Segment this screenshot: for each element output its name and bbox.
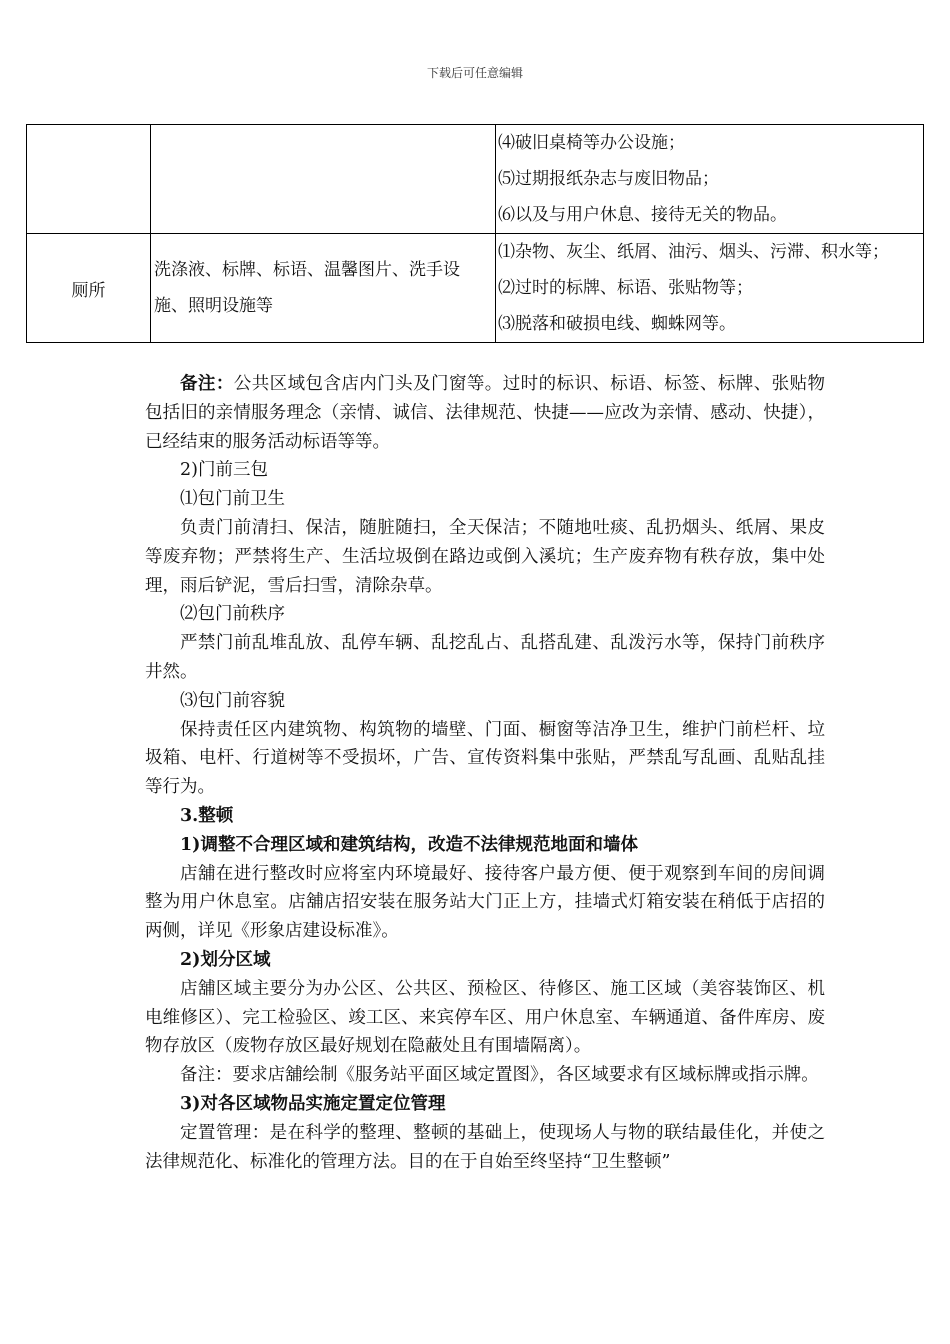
clean-item: ⑸过期报纸杂志与废旧物品； (498, 169, 719, 189)
subsection-heading: 2)划分区域 (180, 949, 271, 970)
items-cell: 洗涤液、标牌、标语、温馨图片、洗手设施、照明设施等 (151, 234, 496, 343)
page-header: 下载后可任意编辑 (426, 66, 523, 80)
paragraph: 定置管理：是在科学的整理、整顿的基础上，使现场人与物的联结最佳化，并使之法律规范化、标准化的管理方法。目的在于自始至终坚持“卫生整顿” (145, 1122, 825, 1172)
items-cell (151, 125, 496, 234)
note-paragraph: 备注：要求店舖绘制《服务站平面区域定置图》，各区域要求有区域标牌或指示牌。 (180, 1065, 819, 1086)
note-text: 公共区域包含店内门头及门窗等。过时的标识、标语、标签、标牌、张贴物包括旧的亲情服务理念（亲情、诚信、法律规范、快捷——应改为亲情、感动、快捷），已经结束的服务活动标语等等。 (145, 374, 826, 452)
paragraph: 保持责任区内建筑物、构筑物的墙壁、门面、橱窗等洁净卫生，维护门前栏杆、垃圾箱、电杆、行道树等不受损坏，广告、宣传资料集中张贴，严禁乱写乱画、乱贴乱挂等行为。 (145, 719, 825, 798)
document-body (145, 370, 825, 1176)
clean-item: ⑶脱落和破损电线、蜘蛛网等。 (498, 314, 736, 334)
clean-item: ⑵过时的标牌、标语、张贴物等； (498, 278, 753, 298)
subsection-heading: 3)对各区域物品实施定置定位管理 (180, 1093, 446, 1114)
paragraph: 严禁门前乱堆乱放、乱停车辆、乱挖乱占、乱搭乱建、乱泼污水等，保持门前秩序井然。 (145, 633, 825, 682)
cleaning-table (26, 124, 924, 343)
section-title: 2)门前三包 (180, 460, 268, 481)
clean-item: ⑹以及与用户休息、接待无关的物品。 (498, 205, 787, 225)
clean-item: ⑷破旧桌椅等办公设施； (498, 133, 685, 153)
subsection-title: ⑶包门前容貌 (180, 690, 285, 711)
clean-cell (496, 234, 924, 343)
subsection-heading: 1)调整不合理区域和建筑结构，改造不法律规范地面和墙体 (180, 834, 638, 855)
subsection-title: ⑵包门前秩序 (180, 604, 285, 625)
paragraph: 店舖在进行整改时应将室内环境最好、接待客户最方便、便于观察到车间的房间调整为用户休息室。店舖店招安装在服务站大门正上方，挂墙式灯箱安装在稍低于店招的两侧，详见《形象店建设标准》。 (145, 863, 825, 942)
table-row (27, 234, 924, 343)
note-label: 备注： (180, 374, 234, 394)
section-heading: 3.整顿 (180, 805, 234, 826)
paragraph: 店舖区域主要分为办公区、公共区、预检区、待修区、施工区域（美容装饰区、机电维修区）、完工检验区、竣工区、来宾停车区、用户休息室、车辆通道、备件库房、废物存放区（废物存放区最好规划在隐蔽处且有围墙隔离）。 (145, 978, 825, 1057)
area-cell (27, 125, 151, 234)
clean-cell (496, 125, 924, 234)
area-cell: 厕所 (27, 234, 151, 343)
clean-item: ⑴杂物、灰尘、纸屑、油污、烟头、污滞、积水等； (498, 242, 889, 262)
note-paragraph (145, 370, 825, 456)
subsection-title: ⑴包门前卫生 (180, 489, 285, 510)
table-row (27, 125, 924, 234)
paragraph: 负责门前清扫、保洁，随脏随扫，全天保洁；不随地吐痰、乱扔烟头、纸屑、果皮等废弃物；严禁将生产、生活垃圾倒在路边或倒入溪坑；生产废弃物有秩存放，集中处理，雨后铲泥，雪后扫雪，清除杂草。 (145, 517, 825, 596)
